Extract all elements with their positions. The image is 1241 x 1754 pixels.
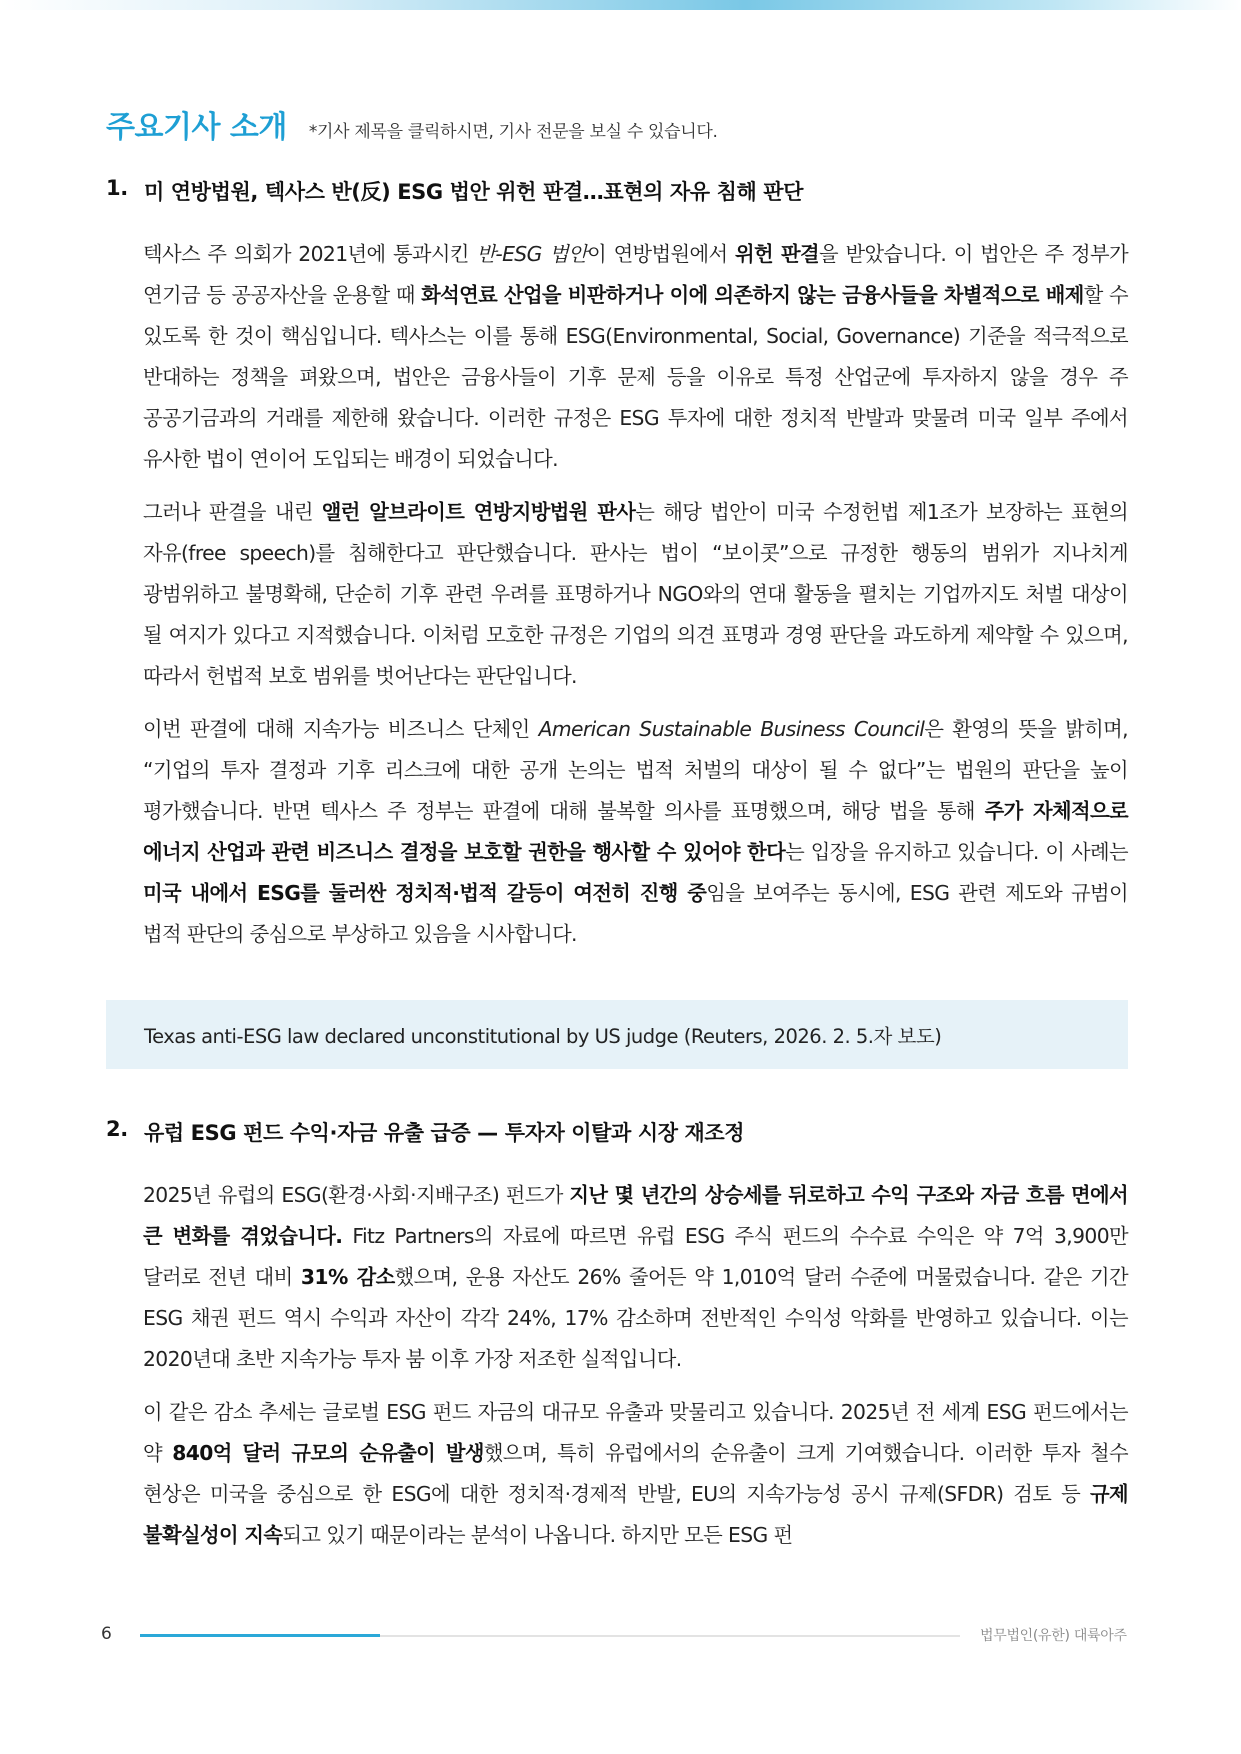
- bold-text: 840억 달러 규모의 순유출이 발생: [172, 1441, 484, 1465]
- bold-text: 지난 몇 년간의 상승세를 뒤로하고 수익 구조와 자금 흐름 면에서 큰 변화를 겪었습니다.: [143, 1183, 1128, 1248]
- text-run: 는 입장을 유지하고 있습니다. 이 사례는: [785, 840, 1128, 864]
- text-run: 을 받았습니다. 이 법안은 주 정부가 연기금 등 공공자산을 운용할 때: [143, 242, 1129, 307]
- text-run: 2025년 유럽의 ESG(환경·사회·지배구조) 펀드가: [143, 1183, 570, 1207]
- article-title-text: 미 연방법원, 텍사스 반(反) ESG 법안 위헌 판결…표현의 자유 침해 판단: [144, 180, 804, 204]
- article-1: [106, 176, 1128, 955]
- article-number: 1.: [106, 176, 128, 200]
- text-run: 는 해당 법안이 미국 수정헌법 제1조가 보장하는 표현의 자유(free speech)를 침해한다고 판단했습니다. 판사는 법이 “보이콧”으로 규정한 행동의 범위가 지나치게 광범위하고 불명확해, 단순히 기후 관련 우려를 표명하거나 NGO와의 연대 활동을 펼치는 기업까지도 처벌 대상이 될 여지가 있다고 지적했습니다. 이처럼 모호한 규정은 기업의 의견 표명과 경영 판단을 과도하게 제약할 수 있으며, 따라서 헌법적 보호 범위를 벗어난다는 판단입니다.: [143, 500, 1128, 688]
- text-run: 했으며, 특히 유럽에서의 순유출이 크게 기여했습니다. 이러한 투자 철수 현상은 미국을 중심으로 한 ESG에 대한 정치적·경제적 반발, EU의 지속가능성 공시 규제(SFDR) 검토 등: [143, 1441, 1129, 1506]
- footer-divider-accent: [140, 1634, 380, 1637]
- text-run: 할 수 있도록 한 것이 핵심입니다. 텍사스는 이를 통해 ESG(Environmental, Social, Governance) 기준을 적극적으로 반대하는 정책을 펴왔으며, 법안은 금융사들이 기후 문제 등을 이유로 특정 산업군에 투자하지 않을 경우 주 공공기금과의 거래를 제한해 왔습니다. 이러한 규정은 ESG 투자에 대한 정치적 반발과 맞물려 미국 일부 주에서 유사한 법이 연이어 도입되는 배경이 되었습니다.: [143, 283, 1128, 471]
- text-run: 이 연방법원에서: [587, 242, 735, 266]
- page-number: 6: [101, 1624, 112, 1644]
- italic-text: 반-ESG 법안: [476, 242, 588, 266]
- article-paragraph: [143, 1392, 1128, 1556]
- text-run: 이번 판결에 대해 지속가능 비즈니스 단체인: [143, 717, 539, 741]
- top-gradient-bar: [0, 0, 1241, 10]
- italic-text: American Sustainable Business Council: [538, 717, 925, 741]
- section-title: 주요기사 소개: [106, 110, 287, 145]
- text-run: Fitz Partners의 자료에 따르면 유럽 ESG 주식 펀드의 수수료 수익은 약 7억 3,900만 달러로 전년 대비: [143, 1224, 1128, 1289]
- article-paragraph: [143, 492, 1128, 697]
- article-paragraph: [143, 234, 1128, 480]
- text-run: 이 같은 감소 추세는 글로벌 ESG 펀드 자금의 대규모 유출과 맞물리고 있습니다. 2025년 전 세계 ESG 펀드에서는 약: [143, 1400, 1128, 1465]
- text-run: 은 환영의 뜻을 밝히며, “기업의 투자 결정과 기후 리스크에 대한 공개 논의는 법적 처벌의 대상이 될 수 없다”는 법원의 판단을 높이 평가했습니다. 반면 텍사스 주 정부는 판결에 대해 불복할 의사를 표명했으며, 해당 법을 통해: [143, 717, 1128, 823]
- text-run: 임을 보여주는 동시에, ESG 관련 제도와 규범이 법적 판단의 중심으로 부상하고 있음을 시사합니다.: [143, 881, 1128, 946]
- bold-text: 미국 내에서 ESG를 둘러싼 정치적·법적 갈등이 여전히 진행 중: [143, 881, 707, 905]
- article-paragraph: [143, 709, 1128, 955]
- text-run: 되고 있기 때문이라는 분석이 나옵니다. 하지만 모든 ESG 펀: [282, 1523, 793, 1547]
- article-title[interactable]: [106, 1117, 1128, 1147]
- article-number: 2.: [106, 1117, 128, 1141]
- bold-text: 31% 감소: [300, 1265, 395, 1289]
- text-run: 그러나 판결을 내린: [143, 500, 322, 524]
- page-footer: [0, 1620, 1241, 1650]
- article-2: [106, 1117, 1128, 1556]
- article-paragraph: [143, 1175, 1128, 1380]
- section-note: *기사 제목을 클릭하시면, 기사 전문을 보실 수 있습니다.: [308, 122, 718, 142]
- bold-text: 화석연료 산업을 비판하거나 이에 의존하지 않는 금융사들을 차별적으로 배제: [421, 283, 1084, 307]
- text-run: 텍사스 주 의회가 2021년에 통과시킨: [143, 242, 477, 266]
- source-text: Texas anti-ESG law declared unconstitutional by US judge (Reuters, 2026. 2. 5.자 보도): [144, 1024, 942, 1048]
- bold-text: 주가 자체적으로 에너지 산업과 관련 비즈니스 결정을 보호할 권한을 행사할 수 있어야 한다: [143, 799, 1129, 864]
- article-title-text: 유럽 ESG 펀드 수익·자금 유출 급증 — 투자자 이탈과 시장 재조정: [144, 1121, 745, 1145]
- section-header: [106, 102, 718, 146]
- firm-name: 법무법인(유한) 대륙아주: [980, 1628, 1127, 1644]
- article-source-link[interactable]: [106, 1000, 1128, 1069]
- bold-text: 위헌 판결: [734, 242, 820, 266]
- text-run: 했으며, 운용 자산도 26% 줄어든 약 1,010억 달러 수준에 머물렀습니다. 같은 기간 ESG 채권 펀드 역시 수익과 자산이 각각 24%, 17% 감소하며 전반적인 수익성 악화를 반영하고 있습니다. 이는 2020년대 초반 지속가능 투자 붐 이후 가장 저조한 실적입니다.: [143, 1265, 1128, 1371]
- article-title[interactable]: [106, 176, 1128, 206]
- bold-text: 앨런 알브라이트 연방지방법원 판사: [321, 500, 636, 524]
- bold-text: 규제 불확실성이 지속: [143, 1482, 1128, 1547]
